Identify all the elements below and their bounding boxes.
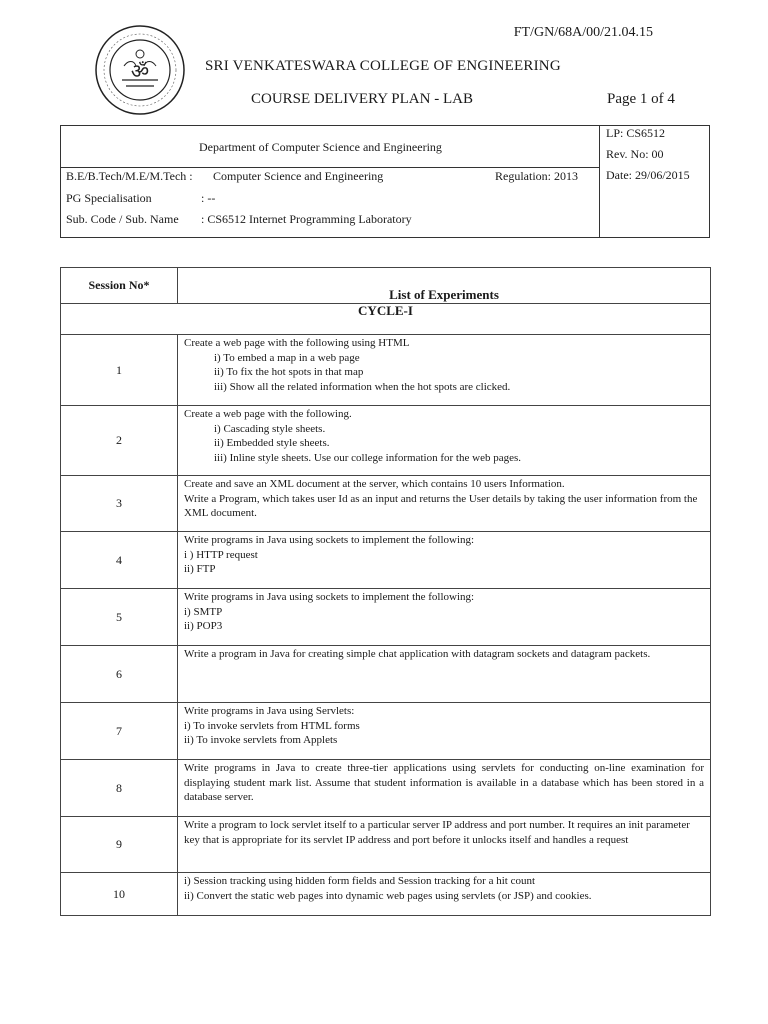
table-row — [61, 476, 711, 532]
experiments-table — [60, 267, 711, 916]
course-info-box — [60, 125, 710, 238]
subject-value: : CS6512 Internet Programming Laboratory — [201, 212, 412, 226]
experiment-description — [178, 760, 711, 817]
subject-label: Sub. Code / Sub. Name — [66, 212, 179, 226]
divider — [599, 126, 600, 237]
department-name: Department of Computer Science and Engineering — [199, 140, 442, 154]
description-line: iii) Show all the related information when the hot spots are clicked. — [214, 380, 511, 393]
description-line: i) Session tracking using hidden form fields and Session tracking for a hit count — [184, 875, 536, 887]
plan-date: Date: 29/06/2015 — [606, 168, 690, 182]
description-line: iii) Inline style sheets. Use our college information for the web pages. — [214, 451, 521, 464]
description-line: Write programs in Java to create three-tier applications using servlets for conducting on-line examination for displaying student mark list. Assume that student information is available in a database which has been stored in a database server. — [184, 762, 704, 803]
session-number: 1 — [61, 335, 178, 406]
experiment-description — [178, 406, 711, 476]
table-row — [61, 703, 711, 760]
experiment-description — [178, 873, 711, 916]
table-row — [61, 873, 711, 916]
description-line: Write programs in Java using Servlets: — [184, 705, 355, 717]
experiment-description — [178, 532, 711, 589]
description-line: Write a Program, which takes user Id as an input and returns the User details by taking the user information from the XML document. — [184, 492, 698, 519]
session-number: 2 — [61, 406, 178, 476]
degree-label: B.E/B.Tech/M.E/M.Tech : — [66, 169, 193, 183]
table-header-row — [61, 268, 711, 304]
description-line: Create and save an XML document at the server, which contains 10 users Information. — [184, 478, 565, 490]
description-line: Write a program in Java for creating simple chat application with datagram sockets and datagram packets. — [184, 648, 651, 660]
experiment-description — [178, 335, 711, 406]
session-number: 5 — [61, 589, 178, 646]
table-row — [61, 817, 711, 873]
session-number: 7 — [61, 703, 178, 760]
experiment-description — [178, 817, 711, 873]
experiment-description — [178, 589, 711, 646]
description-line: Create a web page with the following. — [184, 408, 352, 420]
table-row — [61, 335, 711, 406]
session-number: 6 — [61, 646, 178, 703]
table-row — [61, 589, 711, 646]
description-line: i) SMTP — [184, 605, 223, 618]
plan-title: COURSE DELIVERY PLAN - LAB — [251, 91, 473, 107]
experiment-description — [178, 703, 711, 760]
table-row — [61, 646, 711, 703]
lp-code: LP: CS6512 — [606, 126, 666, 140]
table-row — [61, 406, 711, 476]
page-indicator: Page 1 of 4 — [607, 91, 675, 107]
description-line: Write a program to lock servlet itself to a particular server IP address and port number. It requires an init parameter key that is appropriate for its servlet IP address and port before it unlocks itself and handles a request — [184, 819, 690, 846]
pg-value: : -- — [201, 191, 216, 205]
college-logo-seal — [94, 24, 186, 116]
session-number: 4 — [61, 532, 178, 589]
revision-number: Rev. No: 00 — [606, 147, 664, 161]
description-line: i) To embed a map in a web page — [214, 351, 360, 364]
cycle-row — [61, 304, 711, 335]
session-no-header: Session No* — [61, 268, 178, 304]
document-code: FT/GN/68A/00/21.04.15 — [513, 25, 653, 40]
description-line: ii) FTP — [184, 563, 216, 575]
description-line: ii) POP3 — [184, 620, 223, 632]
session-number: 9 — [61, 817, 178, 873]
session-number: 8 — [61, 760, 178, 817]
list-of-experiments-header: List of Experiments — [178, 268, 711, 304]
description-line: Write programs in Java using sockets to implement the following: — [184, 591, 475, 603]
description-line: i) Cascading style sheets. — [214, 422, 326, 435]
session-number: 3 — [61, 476, 178, 532]
description-line: ii) Embedded style sheets. — [214, 437, 330, 449]
experiment-description — [178, 646, 711, 703]
description-line: Write programs in Java using sockets to implement the following: — [184, 534, 475, 546]
description-line: Create a web page with the following using HTML — [184, 337, 410, 349]
divider — [61, 167, 599, 168]
description-line: i ) HTTP request — [184, 548, 258, 561]
regulation: Regulation: 2013 — [495, 169, 578, 183]
table-row — [61, 532, 711, 589]
experiment-description — [178, 476, 711, 532]
college-name: SRI VENKATESWARA COLLEGE OF ENGINEERING — [205, 58, 561, 74]
table-row — [61, 760, 711, 817]
description-line: ii) Convert the static web pages into dynamic web pages using servlets (or JSP) and cookies. — [184, 889, 592, 902]
degree-value: Computer Science and Engineering — [213, 169, 384, 183]
pg-label: PG Specialisation — [66, 191, 152, 205]
description-line: i) To invoke servlets from HTML forms — [184, 719, 360, 732]
svg-text:ॐ: ॐ — [130, 61, 150, 83]
description-line: ii) To fix the hot spots in that map — [214, 366, 364, 378]
description-line: ii) To invoke servlets from Applets — [184, 734, 338, 746]
cycle-label: CYCLE-I — [61, 304, 711, 335]
session-number: 10 — [61, 873, 178, 916]
